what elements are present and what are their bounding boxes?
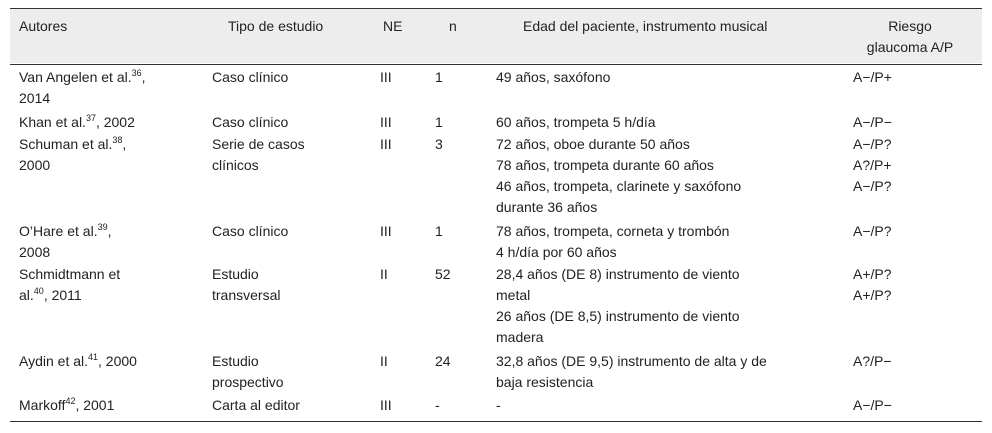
row-author: Schuman et al.$^{38}$, <box>19 135 127 152</box>
row-author: Aydin et al.$^{41}$, 2000 <box>19 352 137 369</box>
row-risk: A+/P? <box>853 287 892 303</box>
row-author: O’Hare et al.$^{39}$, <box>19 222 112 239</box>
row-patient-line2: durante 36 años <box>496 199 598 215</box>
row-ne: III <box>380 223 392 239</box>
row-n: 1 <box>435 114 443 130</box>
row-author: Van Angelen et al.$^{36}$, <box>19 68 146 85</box>
row-author-year: 2014 <box>19 90 51 106</box>
row-patient: 28,4 años (DE 8) instrumento de viento <box>496 266 740 282</box>
row-study-type: Caso clínico <box>212 114 289 130</box>
row-ne: II <box>380 353 388 369</box>
row-patient: 78 años, trompeta, corneta y trombón <box>496 223 730 239</box>
row-risk: A−/P− <box>853 397 892 413</box>
row-study-type: Estudio <box>212 353 259 369</box>
row-study-type: Estudio <box>212 266 259 282</box>
row-patient: 46 años, trompeta, clarinete y saxófono <box>496 178 742 194</box>
row-n: 3 <box>435 136 443 152</box>
row-study-type-line2: clínicos <box>212 157 259 173</box>
row-study-type-line2: transversal <box>212 287 281 303</box>
row-ne: III <box>380 397 392 413</box>
row-n: 1 <box>435 223 443 239</box>
row-study-type-line2: prospectivo <box>212 374 284 390</box>
table-header-background <box>10 9 982 63</box>
header-riesgo-line2: glaucoma A/P <box>866 39 954 55</box>
header-riesgo-line1: Riesgo <box>888 18 932 34</box>
row-ne: III <box>380 114 392 130</box>
row-patient: 49 años, saxófono <box>496 69 611 85</box>
row-study-type: Carta al editor <box>212 397 300 413</box>
top-rule <box>10 8 982 9</box>
row-author: Schmidtmann et <box>19 266 121 282</box>
row-author-line2: al.$^{40}$, 2011 <box>19 286 82 303</box>
header-tipo: Tipo de estudio <box>228 18 324 34</box>
row-risk: A−/P? <box>853 136 892 152</box>
row-n: - <box>435 397 440 413</box>
header-ne: NE <box>383 18 403 34</box>
row-risk: A−/P+ <box>853 69 892 85</box>
row-study-type: Serie de casos <box>212 136 305 152</box>
row-n: 24 <box>435 353 451 369</box>
row-ne: II <box>380 266 388 282</box>
row-patient: 60 años, trompeta 5 h/día <box>496 114 656 130</box>
row-patient-line2: baja resistencia <box>496 374 594 390</box>
row-author-year: 2000 <box>19 157 51 173</box>
row-patient: 78 años, trompeta durante 60 años <box>496 157 714 173</box>
header-rule <box>10 64 982 65</box>
header-autores: Autores <box>19 18 68 34</box>
row-study-type: Caso clínico <box>212 223 289 239</box>
row-author: Markoff$^{42}$, 2001 <box>19 396 115 413</box>
row-ne: III <box>380 69 392 85</box>
row-patient: 72 años, oboe durante 50 años <box>496 136 690 152</box>
row-study-type: Caso clínico <box>212 69 289 85</box>
header-n: n <box>449 18 457 34</box>
row-patient-line2: madera <box>496 329 544 345</box>
row-n: 52 <box>435 266 451 282</box>
row-author-year: 2008 <box>19 244 51 260</box>
row-risk: A?/P+ <box>853 157 892 173</box>
row-ne: III <box>380 136 392 152</box>
row-patient: 26 años (DE 8,5) instrumento de viento <box>496 308 740 324</box>
row-patient: 32,8 años (DE 9,5) instrumento de alta y de <box>496 353 767 369</box>
row-risk: A?/P− <box>853 353 892 369</box>
row-patient-line2: metal <box>496 287 531 303</box>
bottom-rule <box>10 421 982 422</box>
row-author: Khan et al.$^{37}$, 2002 <box>19 113 135 130</box>
row-patient: - <box>496 397 501 413</box>
row-risk: A−/P? <box>853 223 892 239</box>
row-risk: A+/P? <box>853 266 892 282</box>
row-n: 1 <box>435 69 443 85</box>
row-risk: A−/P− <box>853 114 892 130</box>
row-risk: A−/P? <box>853 178 892 194</box>
row-patient-line2: 4 h/día por 60 años <box>496 244 617 260</box>
header-edad: Edad del paciente, instrumento musical <box>523 18 768 34</box>
